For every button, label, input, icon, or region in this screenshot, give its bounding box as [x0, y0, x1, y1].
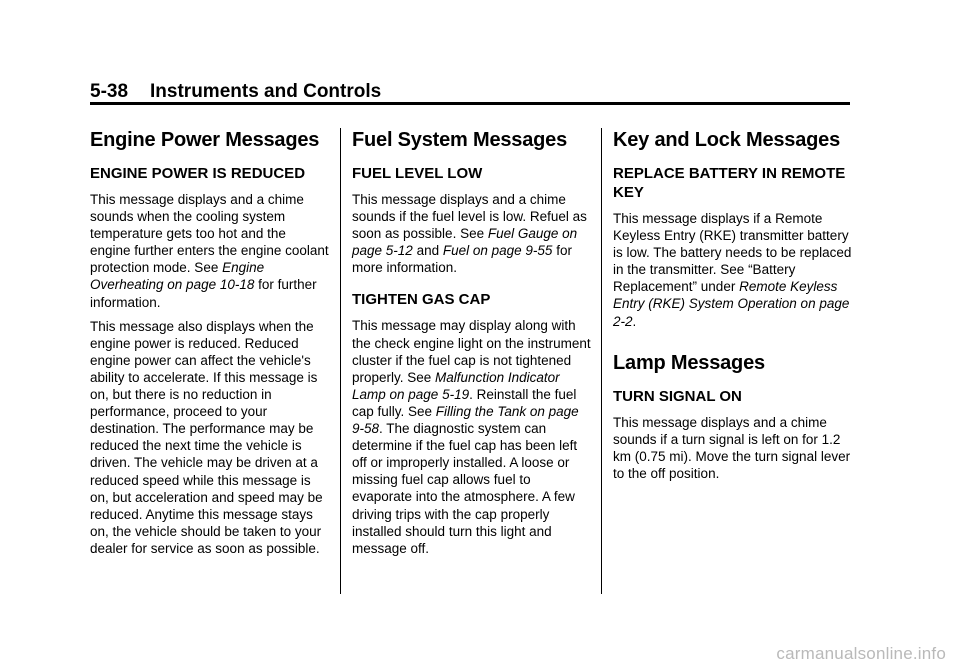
cross-reference-link[interactable]: Engine Overheating on page 10-18 [90, 260, 265, 293]
cross-reference-link[interactable]: Fuel on page 9-55 [442, 243, 553, 259]
spacer [613, 337, 853, 351]
paragraph [352, 317, 592, 556]
text: This message displays and a chime sounds if the fuel level is low. Refuel as soon as possible. See [352, 192, 587, 242]
section-title: Instruments and Controls [150, 81, 382, 102]
text: for more information. [352, 243, 572, 276]
header-rule [90, 102, 850, 105]
text: . Reinstall the fuel cap fully. See [352, 386, 577, 419]
paragraph [90, 191, 330, 311]
section-heading-engine-power: Engine Power Messages [90, 129, 320, 151]
cross-reference-link[interactable]: Filling the Tank on page 9-58 [352, 403, 579, 437]
subheading-turn-signal-on: TURN SIGNAL ON [613, 387, 742, 405]
column-engine-power [90, 128, 330, 564]
text: This message displays if a Remote Keyless Entry (RKE) transmitter battery is low. The battery needs to be replaced in the transmitter. See “Battery Replacement” under [613, 211, 852, 295]
column-key-lock [613, 128, 853, 489]
column-divider [601, 128, 602, 594]
subheading-tighten-gas-cap: TIGHTEN GAS CAP [352, 291, 491, 309]
page-header [90, 80, 850, 104]
column-fuel-system [352, 128, 592, 564]
paragraph [613, 210, 853, 330]
spacer [352, 283, 592, 290]
section-heading-fuel-system: Fuel System Messages [352, 129, 567, 151]
subheading-fuel-level-low: FUEL LEVEL LOW [352, 165, 483, 182]
text: and [412, 243, 443, 259]
page-number: 5-38 [90, 81, 129, 102]
text: This message may display along with the check engine light on the instrument cluster if the fuel cap is not tightened properly. See [352, 318, 591, 385]
subheading-replace-battery: REPLACE BATTERY IN REMOTE KEY [613, 165, 846, 201]
section-heading-key-lock: Key and Lock Messages [613, 129, 841, 151]
watermark-text: carmanualsonline.info [776, 644, 946, 663]
text: This message displays and a chime sounds when the cooling system temperature gets too hot and the engine further enters the engine coolant protection mode. See [90, 192, 329, 276]
section-heading-lamp-messages: Lamp Messages [613, 351, 765, 374]
column-divider [340, 128, 341, 594]
paragraph: This message also displays when the engine power is reduced. Reduced engine power can affect the vehicle's ability to accelerate. If this message is on, but there is no reduction in performance, proceed to your destination. The performance may be reduced the next time the vehicle is driven. The vehicle may be driven at a reduced speed while this message is on, but acceleration and speed may be reduced. Anytime this message stays on, the vehicle should be taken to your dealer for service as soon as possible. [90, 318, 323, 556]
paragraph: This message displays and a chime sounds if a turn signal is left on for 1.2 km (0.75 mi). Move the turn signal lever to the off position. [613, 414, 851, 481]
cross-reference-link[interactable]: Remote Keyless Entry (RKE) System Operation on page 2-2 [613, 279, 850, 329]
text: . The diagnostic system can determine if the fuel cap has been left off or improperly installed. A loose or missing fuel cap allows fuel to evaporate into the atmosphere. A few driving trips with the cap properly installed should turn this light and message off. [352, 421, 578, 556]
text: for further information. [90, 277, 317, 310]
cross-reference-link[interactable]: Malfunction Indicator Lamp on page 5-19 [352, 369, 560, 402]
cross-reference-link[interactable]: Fuel Gauge on page 5-12 [352, 226, 578, 259]
paragraph [352, 191, 592, 276]
subheading-engine-power-reduced: ENGINE POWER IS REDUCED [90, 165, 306, 182]
text: . [632, 313, 637, 329]
